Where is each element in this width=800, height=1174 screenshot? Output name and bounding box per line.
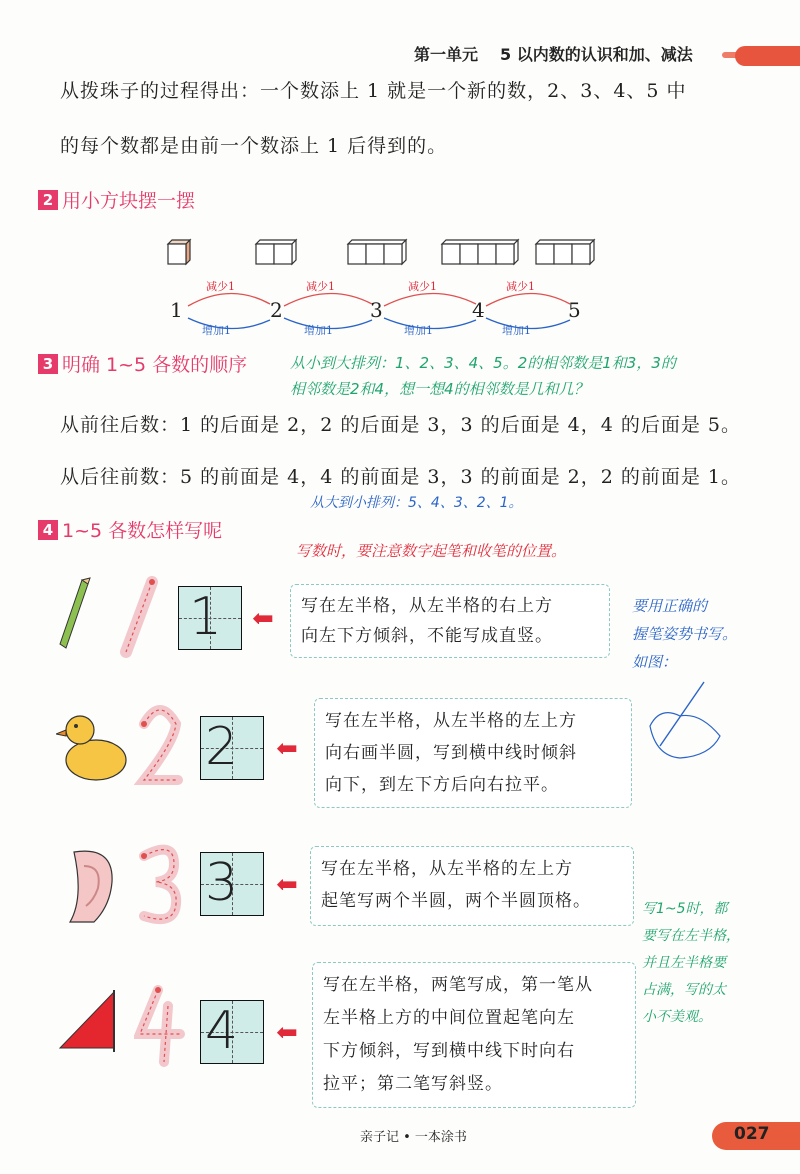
side-note-grip-line-3: 如图： — [632, 653, 678, 671]
grid-digit-3: 3 — [205, 853, 239, 913]
instruction-4-line-4: 拉平；第二笔写斜竖。 — [323, 1074, 503, 1094]
forward-count: 从前往后数：1 的后面是 2，2 的后面是 3，3 的后面是 4，4 的后面是 5。 — [60, 414, 742, 436]
number-4: 4 — [472, 298, 485, 322]
stroke-trace-2 — [134, 702, 186, 788]
writing-grid-3 — [200, 852, 264, 916]
ear-icon — [64, 846, 120, 926]
number-1: 1 — [170, 298, 183, 322]
grid-digit-2: 2 — [205, 717, 239, 777]
section-4-title: 1~5 各数怎样写呢 — [62, 520, 223, 542]
section-3-title: 明确 1~5 各数的顺序 — [62, 354, 248, 376]
instruction-3-line-2: 起笔写两个半圆，两个半圆顶格。 — [321, 891, 591, 911]
section-3-note-2: 相邻数是2和4，想一想4的相邻数是几和几？ — [290, 380, 589, 398]
instruction-4-line-2: 左半格上方的中间位置起笔向左 — [323, 1008, 575, 1028]
minus-label-1: 减少1 — [206, 280, 235, 293]
minus-label-3: 减少1 — [408, 280, 437, 293]
arrow-left-icon: ⬅ — [252, 604, 274, 634]
writing-grid-4 — [200, 1000, 264, 1064]
instruction-4-line-1: 写在左半格，两笔写成，第一笔从 — [323, 975, 593, 995]
side-note-fill-cell — [642, 896, 740, 1031]
intro-line-2: 的每个数都是由前一个数添上 1 后得到的。 — [60, 135, 448, 157]
plus-label-1: 增加1 — [202, 324, 231, 337]
writing-grid-2 — [200, 716, 264, 780]
header-accent-bar — [735, 46, 800, 66]
duck-icon — [56, 708, 130, 784]
side-note-grip-line-2: 握笔姿势书写。 — [632, 625, 738, 643]
header-title: 5 以内数的认识和加、减法 — [500, 45, 693, 64]
page-number: 027 — [734, 1124, 770, 1144]
minus-label-2: 减少1 — [306, 280, 335, 293]
section-4-number: 4 — [38, 520, 58, 540]
grid-digit-4: 4 — [205, 1001, 239, 1061]
section-3-descending-note: 从大到小排列：5、4、3、2、1。 — [310, 495, 523, 511]
instruction-2-line-2: 向右画半圆，写到横中线时倾斜 — [325, 743, 577, 763]
grid-digit-1: 1 — [189, 587, 223, 647]
flag-icon — [56, 986, 130, 1052]
arrow-left-icon: ⬅ — [276, 870, 298, 900]
section-4-heading — [38, 516, 222, 543]
side-note-fill-line-5: 小不美观。 — [642, 1009, 712, 1025]
page-header — [414, 42, 693, 65]
side-note-fill-line-4: 占满，写的太 — [642, 982, 726, 998]
number-5: 5 — [568, 298, 581, 322]
cube-group-2 — [256, 240, 296, 264]
plus-label-4: 增加1 — [502, 324, 531, 337]
instruction-box-2 — [314, 698, 632, 808]
cube-group-4 — [442, 240, 518, 264]
writing-grid-1 — [178, 586, 242, 650]
pencil-icon — [56, 576, 96, 654]
backward-count: 从后往前数：5 的前面是 4，4 的前面是 3，3 的前面是 2，2 的前面是 1。 — [60, 466, 742, 488]
side-note-fill-line-2: 要写在左半格， — [642, 928, 740, 944]
section-3-heading — [38, 350, 247, 377]
stroke-trace-4 — [134, 984, 186, 1068]
instruction-2-line-3: 向下，到左下方后向右拉平。 — [325, 775, 559, 795]
instruction-box-4 — [312, 962, 636, 1108]
section-4-note: 写数时，要注意数字起笔和收笔的位置。 — [296, 542, 567, 560]
instruction-box-3 — [310, 846, 634, 926]
instruction-1-line-2: 向左下方倾斜，不能写成直竖。 — [301, 626, 553, 646]
side-note-grip — [632, 592, 737, 676]
stroke-trace-3 — [134, 842, 186, 930]
section-2-number: 2 — [38, 190, 58, 210]
header-unit: 第一单元 — [414, 45, 479, 64]
side-note-fill-line-1: 写1~5时，都 — [642, 901, 728, 917]
stroke-trace-1 — [114, 574, 164, 662]
side-note-grip-line-1: 要用正确的 — [632, 597, 708, 615]
cube-group-3 — [348, 240, 406, 264]
section-2-title: 用小方块摆一摆 — [62, 190, 196, 212]
side-note-fill-line-3: 并且左半格要 — [642, 955, 726, 971]
instruction-4-line-3: 下方倾斜，写到横中线下时向右 — [323, 1041, 575, 1061]
section-2-heading — [38, 186, 195, 213]
plus-label-2: 增加1 — [304, 324, 333, 337]
instruction-1-line-1: 写在左半格，从左半格的右上方 — [301, 596, 553, 616]
instruction-2-line-1: 写在左半格，从左半格的左上方 — [325, 711, 577, 731]
arrow-left-icon: ⬅ — [276, 734, 298, 764]
arrow-left-icon: ⬅ — [276, 1018, 298, 1048]
cube-group-1 — [168, 240, 190, 264]
number-2: 2 — [270, 298, 283, 322]
cube-group-5 — [536, 240, 594, 264]
section-3-note-1: 从小到大排列：1、2、3、4、5。2的相邻数是1和3，3的 — [290, 354, 676, 372]
plus-label-3: 增加1 — [404, 324, 433, 337]
number-3: 3 — [370, 298, 383, 322]
instruction-3-line-1: 写在左半格，从左半格的左上方 — [321, 859, 573, 879]
hand-writing-icon — [640, 676, 730, 766]
instruction-box-1 — [290, 584, 610, 658]
section-3-number: 3 — [38, 354, 58, 374]
footer-text: 亲子记 • 一本涂书 — [360, 1130, 467, 1145]
minus-label-4: 减少1 — [506, 280, 535, 293]
intro-line-1: 从拨珠子的过程得出：一个数添上 1 就是一个新的数，2、3、4、5 中 — [60, 80, 687, 102]
